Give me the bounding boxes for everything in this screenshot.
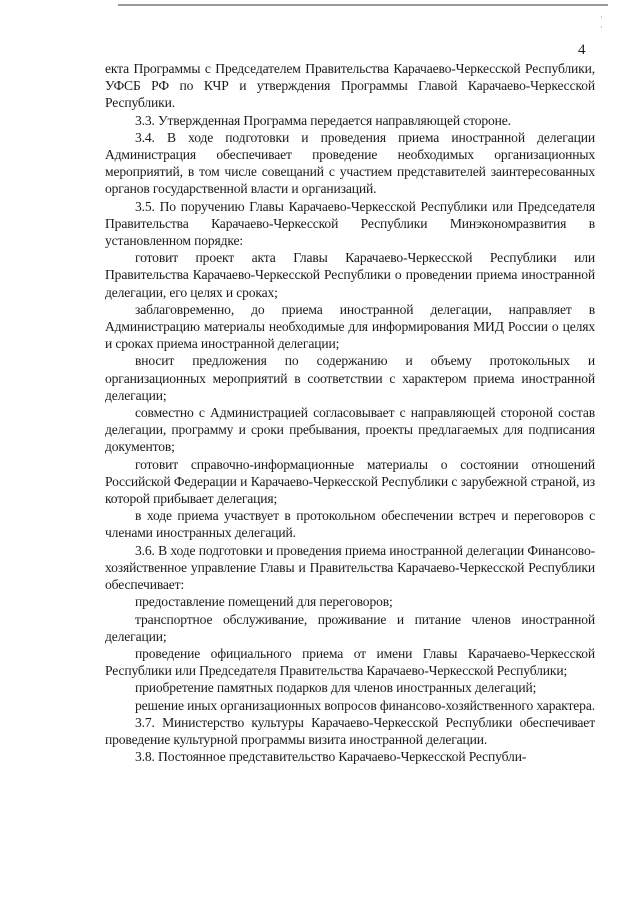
paragraph-3-7: 3.7. Министерство культуры Карачаево-Черкесской Республики обеспечивает проведение культурной программы визита иностранной делегации.	[105, 714, 595, 747]
page-number: 4	[578, 42, 586, 58]
document-body	[105, 60, 595, 765]
list-item-coordination: совместно с Администрацией согласовывает с направляющей стороной состав делегации, программу и сроки пребывания, проекты предлагаемых для подписания документов;	[105, 405, 595, 455]
list-item-send-materials: заблаговременно, до приема иностранной делегации, направляет в Администрацию материалы необходимые для информирования МИД России о целях и сроках приема иностранной делегации;	[105, 301, 595, 352]
list-item-proposals: вносит предложения по содержанию и объему протокольных и организационных мероприятий в соответствии с характером приема иностранной делегации;	[105, 353, 595, 403]
paragraph-3-6: 3.6. В ходе подготовки и проведения приема иностранной делегации Финансово-хозяйственное управление Главы и Правительства Карачаево-Черкесской Республики обеспечивает:	[105, 542, 595, 593]
paragraph-1: екта Программы с Председателем Правительства Карачаево-Черкесской Республики, УФСБ РФ по КЧР и утверждения Программы Главой Карачаево-Черкесской Республики.	[105, 61, 595, 111]
list-item-gifts: приобретение памятных подарков для членов иностранных делегаций;	[135, 680, 537, 696]
corner-mark: · ·	[600, 12, 603, 32]
paragraph-3-4: 3.4. В ходе подготовки и проведения приема иностранной делегации Администрация обеспечивает проведение необходимых организационных мероприятий, в том числе совещаний с участием представителей заинтересованных органов государственной власти и организаций.	[105, 129, 595, 197]
list-item-transport: транспортное обслуживание, проживание и питание членов иностранной делегации;	[105, 611, 595, 644]
list-item-official-reception: проведение официального приема от имени Главы Карачаево-Черкесской Республики или Председателя Правительства Карачаево-Черкесской Республики;	[105, 645, 595, 679]
list-item-other-issues: решение иных организационных вопросов финансово-хозяйственного характера.	[135, 697, 595, 713]
list-item-reference-materials: готовит справочно-информационные материалы о состоянии отношений Российской Федерации и Карачаево-Черкесской Республики с зарубежной страной, из которой прибывает делегация;	[105, 456, 595, 507]
paragraph-3-5: 3.5. По поручению Главы Карачаево-Черкесской Республики или Председателя Правительства Карачаево-Черкесской Республики Минэкономразвития в установленном порядке:	[105, 198, 595, 249]
scan-top-rule	[118, 4, 608, 6]
list-item-protocol-support: в ходе приема участвует в протокольном обеспечении встреч и переговоров с членами иностранных делегаций.	[105, 508, 595, 541]
paragraph-3-8: 3.8. Постоянное представительство Карачаево-Черкесской Республи-	[135, 749, 527, 765]
list-item-draft-act: готовит проект акта Главы Карачаево-Черкесской Республики или Правительства Карачаево-Черкесской Республики о проведении приема иностранной делегации, его целях и сроках;	[105, 250, 595, 300]
list-item-rooms: предоставление помещений для переговоров;	[135, 594, 393, 610]
paragraph-3-3: 3.3. Утвержденная Программа передается направляющей стороне.	[135, 112, 511, 128]
